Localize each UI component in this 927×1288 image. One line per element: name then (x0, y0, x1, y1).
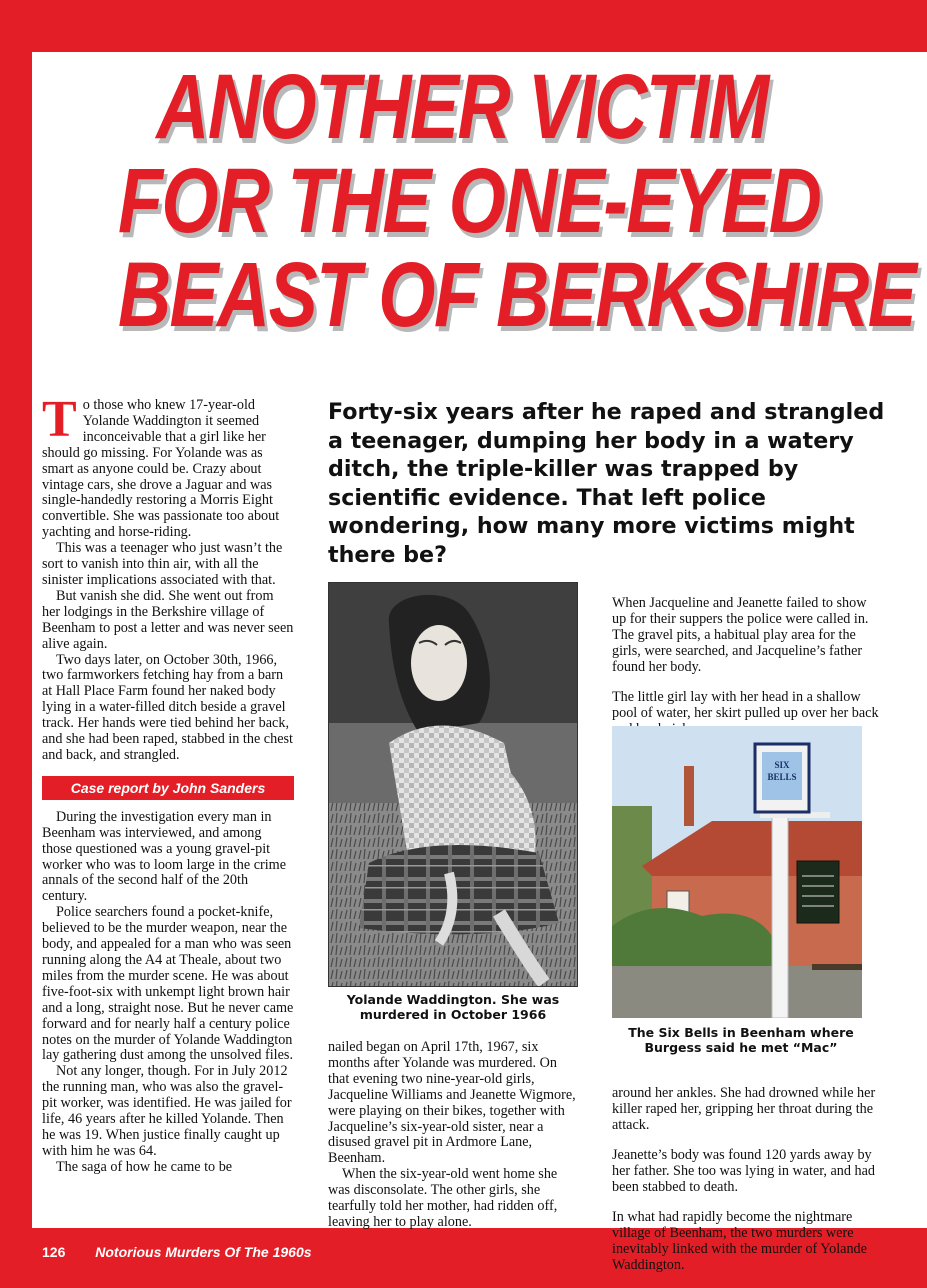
publication-title: Notorious Murders Of The 1960s (95, 1244, 312, 1260)
paragraph: The saga of how he came to be (56, 1158, 233, 1175)
headline-line-2: FOR THE ONE-EYED (118, 150, 821, 252)
paragraph: During the investigation every man in Beenham was interviewed, and among those questioned was a young gravel-pit worker who was to loom large in the crime annals of the second half of the 20th century. (42, 808, 287, 905)
paragraph: around her ankles. She had drowned while her killer raped her, gripping her throat during the attack. (612, 1085, 876, 1133)
photo-caption-yolande: Yolande Waddington. She was murdered in October 1966 (346, 992, 560, 1022)
drop-cap: T (42, 391, 77, 448)
byline-banner: Case report by John Sanders (42, 776, 294, 800)
paragraph: When Jacqueline and Jeanette failed to show up for their suppers the police were called in. The gravel pits, a habitual play area for the girls, were searched, and Jacqueline’s father found her body. (612, 595, 869, 675)
paragraph: But vanish she did. She went out from her lodgings in the Berkshire village of Beenham to post a letter and was never seen alive again. (42, 587, 294, 652)
portrait-photo-illustration (329, 583, 578, 987)
standfirst: Forty-six years after he raped and strangled a teenager, dumping her body in a watery ditch, the triple-killer was trapped by scientific evidence. That left police wondering, how many more victims might there be? (328, 399, 885, 568)
paragraph: To those who knew 17-year-old Yolande Waddington it seemed inconceivable that a girl like her should go missing. For Yolande was as smart as anyone could be. Crazy about vintage cars, she drove a Jaguar and was single-handedly restoring a Morris Eight convertible. She was passionate too about yachting and horse-riding. (42, 391, 280, 541)
paragraph: The little girl lay with her head in a shallow pool of water, her skirt pulled up over her back (612, 688, 879, 721)
paragraph: nailed began on April 17th, 1967, six months after Yolande was murdered. On that evening two nine-year-old girls, Jacqueline Williams and Jeanette Wigmore, were playing on their bikes, together with Jacqueline’s six-year-old sister, near a disused gravel pit in Ardmore Lane, Beenham. (328, 1039, 576, 1167)
svg-text:SIX: SIX (774, 760, 790, 770)
paragraph: Two days later, on October 30th, 1966, two farmworkers fetching hay from a barn at Hall Place Farm found her naked body lying in a water-filled ditch beside a gravel track. Her hands were tied behind her back, and she had been raped, stabbed in the chest and back, and strangled. (42, 651, 293, 763)
paragraph: This was a teenager who just wasn’t the sort to vanish into thin air, with all the sinister implications associated with that. (42, 540, 283, 588)
paragraph: When the six-year-old went home she was disconsolate. The other girls, she tearfully told her mother, had ridden off, leaving her to play alone. (328, 1166, 558, 1230)
headline (118, 56, 916, 346)
paragraph: Jeanette’s body was found 120 yards away by her father. She too was lying in water, and had been stabbed to death. (612, 1147, 876, 1195)
paragraph: In what had rapidly become the nightmare village of Beenham, the two murders were inevitably linked with the murder of Yolande Waddington. (612, 1209, 867, 1273)
column-middle (328, 1040, 580, 1231)
headline-line-3: BEAST OF BERKSHIRE (118, 244, 916, 346)
headline-line-1: ANOTHER VICTIM (156, 56, 768, 158)
photo-caption-six-bells: The Six Bells in Beenham where Burgess said he met “Mac” (628, 1025, 854, 1055)
column-left (42, 391, 294, 1176)
page-footer (42, 1244, 312, 1260)
paragraph: Not any longer, though. For in July 2012 the running man, who was also the gravel-pit worker, was identified. He was jailed for life, 46 years after he killed Yolande. Then he was 19. When justice finally caught up with him he was 64. (42, 1063, 292, 1159)
pub-photo-illustration (612, 726, 862, 1018)
svg-text:BELLS: BELLS (767, 772, 797, 782)
page-number: 126 (42, 1244, 66, 1260)
paragraph: Police searchers found a pocket-knife, believed to be the murder weapon, near the body, and appealed for a man who was seen running along the A4 at Theale, about two miles from the murder scene. He was about five-foot-six with unkempt light brown hair and a long, straight nose. But he never came forward and for nearly half a century police notes on the murder of Yolande Waddington lay gathering dust among the unsolved files. (42, 904, 294, 1064)
photo-yolande-waddington (328, 582, 578, 987)
column-right-bottom (612, 1072, 880, 1288)
photo-six-bells-pub (612, 726, 862, 1018)
